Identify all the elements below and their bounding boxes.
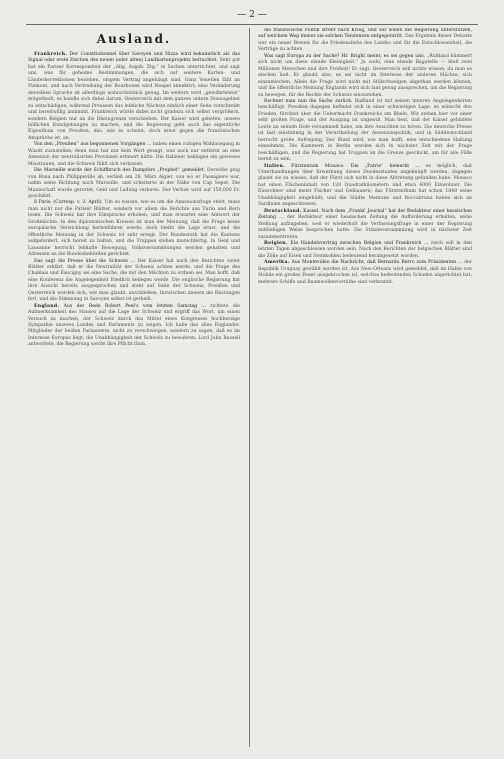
- body-text-filler: haben einen ruhigen Wahlausgang in Waadt zuzustellen; denn man hat nur kein Wort gesagt, was auch nur entfernt an eine Annexion der neutralisirten Provinzen erinnert hätte. Die Italiener beklagen ein gewisses Misstrauen, und die Schweiz fühlt sich verlassen.: [28, 142, 240, 167]
- body-text-filler: es möglich, daß Unterhandlungen über Erwerbung dieses Duodezstaates angeknüpft werden, dagegen glaubt sie zu wissen, daß der Fürst sich nicht in diese Abtretung gefunden habe. Monaco hat einen Flächeninhalt von 120 Quadratkilometern und etwa 6000 Einwohner. Die Einwohner sind meist Fischer und Oelbauern; das Fürstenthum hat schon 1848 seine Unabhängigkeit eingebüßt, und die Städte Mentone und Roccabruna haben sich an Sardinien angeschlossen.: [258, 163, 472, 208]
- body-text-filler: Um zu wissen, wie es um die Annexionsfrage steht, muss man nicht nur die Pariser Blätter, sondern vor allem die Berichte aus Turin und Bern lesen. Die Schweiz hat ihre Einsprache erhoben, und man erwartet eine Antwort der Großmächte. In den diplomatischen Kreisen ist man der Meinung, daß die Frage keine europäische Verwicklung herbeiführen werde; doch bleibt die Lage ernst, und die öffentliche Meinung in der Schweiz ist sehr erregt. Der Bundesrath hat die Kantone aufgefordert, sich bereit zu halten, und die Truppen stehen marschfertig. In Genf und Lausanne herrscht lebhafte Bewegung, Volksversammlungen werden gehalten und Adressen an die Bundesbehörden gerichtet.: [28, 200, 240, 258]
- article-lead: Belgien.: [264, 240, 288, 246]
- article-lead: Deutschland.: [264, 208, 302, 214]
- article-text: Das sagt die Presse über die Schweiz ...: [34, 258, 135, 264]
- body-text-filler: der Republik Uruguay gewählt worden ist. Aus New-Orleans wird gemeldet, daß im Hafen von Mobile ein großes Feuer ausgebrochen ist, welches bedeutenden Schaden angerichtet hat; mehrere Schiffe und Baumwollenvorräthe sind verbrannt.: [258, 260, 472, 285]
- article-text: Ein Handelsvertrag zwischen Belgien und Frankreich ...: [290, 240, 429, 246]
- article-paragraph: [28, 142, 240, 168]
- article-paragraph: [28, 304, 240, 349]
- body-text-filler: reich soll in den letzten Tagen abgeschlossen worden sein. Nach den Berichten der belgischen Blätter sind die Zölle auf Eisen und Steinkohlen bedeutend herabgesetzt worden.: [258, 240, 472, 259]
- article-paragraph: [258, 28, 472, 54]
- article-paragraph: [28, 52, 240, 142]
- article-paragraph: [258, 260, 472, 286]
- article-paragraph: [258, 99, 472, 164]
- body-text-filler: Sehr gut hat ein Pariser Korrespondent der „Allg. Augsb. Ztg.“ in Sachen unterrichtet, und sagt uns, was für geheime Bestimmungen, die sich auf weitere Karten- und Länderkorrektionen beziehen, obigem Vertrag angehängt sind. Ganz Venetien fällt an Piemont, und nach Vertreibung der Bourbonen wird Neapel annektirt; eine Veränderung derselben Sprache ist allerdings wahrscheinlich genug. Im weitern wird „gewährleistet“ mitgetheilt, es handle sich dabei darum, Oesterreich mit dem ganzen untern Donaugebiet zu entschädigen, während Preussen das leibliche Nächste einfach einer Seite vorschreibt und bereitwillig annimmt. Frankreich würde dabei nicht gradezu sich selbst vergrößern, sondern Belgien nur an die Rheingrenze verschieben. Der Kaiser wird gebeten, unsere höflichen Kundgebungen zu machen, und die Regierung geht auch das eigentliche Eigenthum von Preußen, das, wie es scheint, doch ernst gegen die französischen Ansprüche ist, an.: [28, 58, 240, 141]
- body-text-filler: Der Kaiser hat nach den Berichten vieler Blätter erklärt, daß er die Neutralität der Schweiz achten werde, und die Frage des Chablais und Faucigny sei eine Sache, die mit den Mächten zu ordnen sei. Man hofft, daß eine Konferenz die Angelegenheit friedlich beilegen werde. Die englische Regierung hat ihre Ansicht bereits ausgesprochen und steht auf Seite der Schweiz; Preußen und Oesterreich werden sich, wie man glaubt, anschließen. Inzwischen dauern die Rüstungen fort, und die Stimmung in Savoyen selbst ist getheilt.: [28, 258, 240, 303]
- article-text: Was sagt Europa zu der Sache? Hr. Bright meint, es sei gegen uns.: [264, 53, 426, 59]
- article-text: Aus der Rede Robert Peel's vom letzten Samstag ...: [63, 303, 206, 309]
- article-text: 8 Paris. (Corresp. v. 2. April).: [34, 200, 103, 206]
- body-text-filler: der Redakteur einer hessischen Zeitung die Aufforderung erhalten, seine Stellung aufzugeben, weil er wiederholt die Verfassungsfrage in einer der Regierung mißliebigen Weise besprochen hatte. Die Ständeversammlung wird in nächster Zeit zusammentreten.: [258, 215, 472, 240]
- section-title: Ausland.: [96, 32, 172, 46]
- left-column: [28, 28, 240, 747]
- body-text-filler: Rußland ist mit seinen inneren Angelegenheiten beschäftigt. Preußen dagegen befindet sich in einer schwierigen Lage; es wünscht den Frieden, fürchtet aber die Uebermacht Frankreichs am Rhein. Wir stehen hier vor einer sehr großen Frage, und der Ausgang ist ungewiß. Man liest, daß der Kaiser gebildete Leute an seinem Hofe versammelt habe, um ihre Ansichten zu hören. Die deutsche Presse ist fast einstimmig in der Verurtheilung der Annexionspolitik, und in Süddeutschland herrscht große Aufregung. Der Bund wird, wie man hofft, eine entschiedene Haltung einnehmen. Die Kammern in Berlin werden sich in nächster Zeit mit der Frage beschäftigen, und die Regierung hat Truppen an die Grenze geschickt, um für alle Fälle bereit zu sein.: [258, 98, 472, 163]
- article-paragraph: [258, 209, 472, 241]
- header-rule: [26, 24, 478, 25]
- right-column: [258, 28, 472, 747]
- article-lead: England.: [34, 303, 60, 309]
- article-paragraph: [258, 241, 472, 260]
- article-text: Von den „Preußen“ aus begonnenen Vorgängen ...: [34, 142, 152, 148]
- article-paragraph: [28, 200, 240, 258]
- article-text: Kassel. Nach dem „Frankf. Journal“ hat der Redakteur einer hessischen Zeitung ...: [258, 208, 472, 221]
- column-divider: [249, 28, 250, 747]
- article-lead: Frankreich.: [34, 52, 68, 57]
- article-paragraph: [28, 168, 240, 200]
- body-text-filler: Derselbe ging von Bona nach Philippeville ab, verließ am 28. März Algier, von wo er Passagiere war, nahm seine Richtung nach Marseille, und scheiterte in der Nähe von Cap Sepet. Die Mannschaft wurde gerettet, Geld und Ladung verloren. Der Verlust wird auf 150,000 Fr. geschätzt.: [28, 168, 240, 199]
- article-text: Aus Montevideo die Nachricht, daß Bernardo Berro zum Präsidenten ...: [291, 260, 463, 266]
- article-text: Rechnet man nun die Sache zurück.: [264, 98, 353, 104]
- article-lead: Italien.: [264, 163, 285, 169]
- article-paragraph: [28, 259, 240, 304]
- article-paragraph: [258, 164, 472, 209]
- body-text-filler: „Rußland kümmert sich nicht um diese elende Kleinigkeit.“ Ja wohl, eine elende Bagatelle — bloß zwei Millionen Menschen und ihre Freiheit! Er sagt: Oesterreich will nichts wissen, da man es stecken ließ. Er glaubt also, es sei nicht im Interesse der anderen Mächte, sich einzumischen. Allein die Frage wird nicht mit Stillschweigen abgethan werden können, und die öffentliche Meinung Englands wird sich laut genug aussprechen, um die Regierung zu bewegen, für die Rechte der Schweiz einzustehen.: [258, 53, 472, 98]
- article-text: Fürstentum Monaco. Die „Patrie“ bemerkt ...: [291, 163, 420, 169]
- article-text: Die Marseille wurde der Schiffbruch des Dampfers „Prophet“ gemeldet.: [34, 168, 206, 174]
- page-number: — 2 —: [237, 10, 267, 20]
- article-text: Der Constitutionnel über Savoyen und Nizza wird bekanntlich als das Signal oder erste Zeichen des neuen (oder alten) Landkartenprojekts betrachtet.: [28, 52, 240, 64]
- body-text-filler: Das Ergebnis dieser Debatte war ein neuer Beweis für die Friedensliebe des Landes und für die Entschlossenheit, die Verträge zu achten.: [258, 34, 472, 53]
- article-paragraph: [258, 54, 472, 99]
- article-text: die französische Politik strebt nach Krieg, und wir sollen die Regierung unterstützen, auf welchem Weg immer sie solchen Tendenzen entgegentritt.: [258, 28, 472, 40]
- body-text-filler: richtete die Aufmerksamkeit des Hauses auf die Lage der Schweiz und ergriff das Wort, um einen Versuch zu machen, der Schweiz durch das Mittel eines Kongresses hochherzige Sympathie unseres Landes und Parlaments zu zeigen. Ich habe das alles Englander, Mitglieder der beiden Parlamente, nicht zu verschweigen, sondern zu sagen, daß es im Interesse Europas liegt, die Unabhängigkeit der Schweiz zu bewahren. Lord John Russell antwortete, die Regierung werde ihre Pflicht thun.: [28, 303, 240, 348]
- article-lead: Amerika.: [264, 260, 290, 266]
